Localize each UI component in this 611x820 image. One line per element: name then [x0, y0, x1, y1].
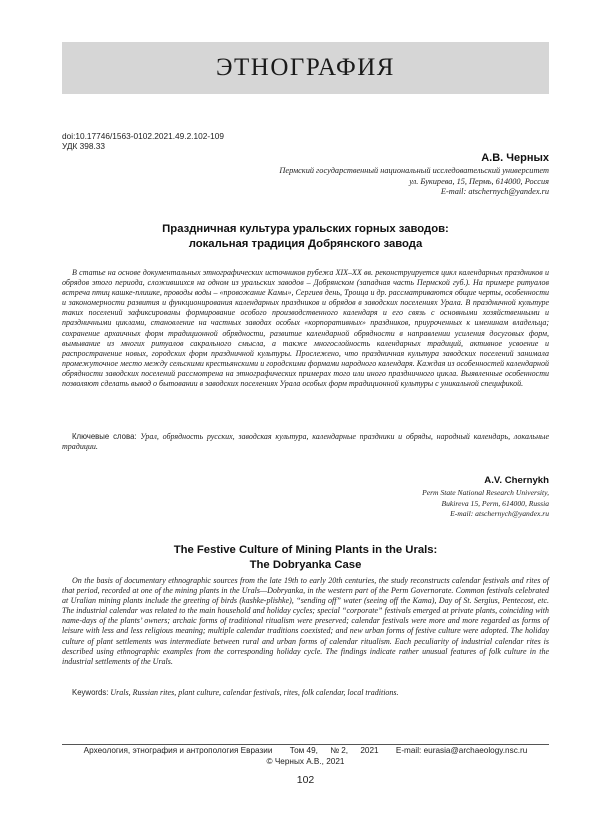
page-number: 102 — [296, 774, 315, 786]
affiliation-ru-email[interactable]: E-mail: atschernych@yandex.ru — [440, 187, 549, 197]
title-line: локальная традиция Добрянского завода — [188, 237, 423, 250]
abstract-ru — [62, 268, 549, 389]
article-title-ru — [62, 222, 549, 251]
affiliation-ru-line: ул. Букирева, 15, Пермь, 614000, Россия — [409, 176, 549, 186]
keywords-en-list: Urals, Russian rites, plant culture, calendar festivals, rites, folk calendar, local traditions. — [110, 688, 399, 697]
udk: УДК 398.33 — [62, 141, 106, 151]
author-en: A.V. Chernykh — [484, 475, 549, 486]
section-banner — [62, 42, 549, 94]
affiliation-ru — [279, 166, 549, 198]
footer-volume: Том 49, — [289, 746, 318, 755]
abstract-ru-text: В статье на основе документальных этнографических источников рубежа XIX–XX вв. реконструируется цикл календарных праздников и обрядов этого периода, сложившихся на одном из уральских заводов – Добрянском (западная часть Пермской губ.). На примере ритуалов встреча птиц кашке-плишке, проводы воды – «провожание Камы», Сергиев день, Троица и др. рассматриваются общие черты, особенности и закономерности развития и функционирования календарных праздников и обрядов в заводских поселениях Урала. В праздничной культуре таких поселений зафиксированы формирование особого производственного календаря и его связь с основными хозяйственными и праздничными циклами, становление на частных заводах особых «корпоративных» праздников, приуроченных к именинам владельца; сохранение архаичных форм традиционной обрядности, развитие календарной обрядности в направлении усиления досуговых форм, вымывание из многих ритуалов сакрального смысла, а также многослойность календарных традиций, активное усвоение и распространение новых, городских форм праздничной культуры. Прослежено, что праздничная культура заводских поселений занимала промежуточное место между сельскими крестьянскими и городскими формами народного календаря. Каждая из особенностей календарной обрядности заводских поселений рассмотрена на этнографических примерах того или иного праздничного цикла. Выявленные особенности позволяют сделать вывод о бытовании в заводских поселениях Урала особых форм традиционной культуры с уникальной спецификой. — [62, 268, 549, 389]
keywords-ru-label: Ключевые слова: — [72, 432, 137, 441]
footer-journal: Археология, этнография и антропология Евразии — [83, 746, 273, 755]
footer-issue: № 2, — [330, 746, 349, 755]
affiliation-en-line: Bukireva 15, Perm, 614000, Russia — [441, 498, 549, 508]
affiliation-ru-line: Пермский государственный национальный исследовательский университет — [279, 166, 549, 175]
title-line: The Dobryanka Case — [249, 558, 362, 571]
affiliation-en-line: Perm State National Research University, — [422, 488, 549, 497]
footer-volume-issue-year — [285, 746, 384, 755]
footer-divider — [62, 744, 549, 745]
author-ru: А.В. Черных — [481, 152, 549, 164]
affiliation-en — [422, 488, 549, 520]
keywords-en-label: Keywords: — [72, 688, 109, 697]
doi[interactable]: doi:10.17746/1563-0102.2021.49.2.102-109 — [62, 131, 224, 141]
section-title: ЭТНОГРАФИЯ — [215, 54, 395, 81]
footer-copyright: © Черных А.В., 2021 — [266, 757, 345, 766]
abstract-en — [62, 576, 549, 667]
abstract-en-text: On the basis of documentary ethnographic sources from the late 19th to early 20th centuries, the study reconstructs calendar festivals and rites of that period, recorded at one of the mining plants in the Urals—Dobryanka, in the western part of the Perm Governorate. Common festivals celebrated at Uralian mining plants include the greeting of birds (kashke-plishke), “sending off” water (seeing off the Kama), Day of St. Sergius, Pentecost, etc. The industrial calendar was related to the main household and holiday cycles; special “corporate” festivals emerged at private plants, coinciding with name-days of the plants’ owners; archaic forms of traditional ritualism were preserved; calendar festivals were more and more regarded as forms of leisure with less and less religious meaning; multiple calendar traditions coexisted; and new urban forms of festive culture were adopted. The holiday culture of plant settlements was intermediate between rural and urban forms of calendar ritualism. Each peculiarity of industrial calendar rites is described using ethnographic examples from the corresponding holiday cycle. The findings indicate rather unusual features of folk culture in the industrial settlements of the Urals. — [62, 576, 549, 666]
footer-year: 2021 — [360, 746, 379, 755]
footer-email[interactable]: E-mail: eurasia@archaeology.nsc.ru — [395, 746, 528, 755]
affiliation-en-email[interactable]: E-mail: atschernych@yandex.ru — [450, 509, 549, 519]
title-line: Праздничная культура уральских горных заводов: — [162, 223, 449, 235]
keywords-ru — [62, 432, 549, 452]
keywords-en — [62, 688, 549, 698]
footer-journal-line — [62, 746, 549, 755]
article-title-en — [62, 543, 549, 572]
keywords-ru-list: Урал, обрядность русских, заводская культура, календарные праздники и обряды, народный календарь, локальные традиции. — [62, 432, 550, 452]
title-line: The Festive Culture of Mining Plants in the Urals: — [173, 544, 438, 556]
